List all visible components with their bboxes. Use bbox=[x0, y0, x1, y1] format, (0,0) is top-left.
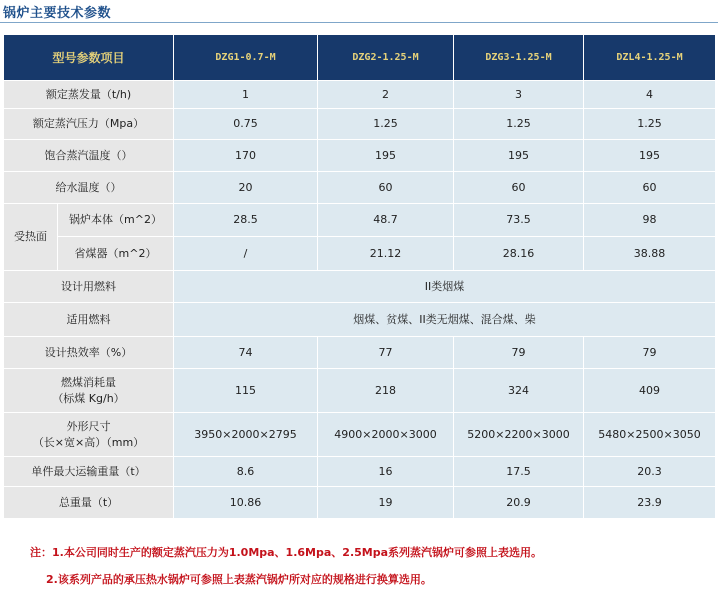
row-label: 设计用燃料 bbox=[4, 271, 174, 303]
row-label: 额定蒸汽压力（Mpa） bbox=[4, 109, 174, 140]
table-cell: 60 bbox=[318, 172, 454, 204]
table-cell: 60 bbox=[584, 172, 716, 204]
header-row bbox=[4, 35, 716, 81]
table-cell: / bbox=[174, 237, 318, 271]
merged-cell: II类烟煤 bbox=[174, 271, 716, 303]
row-label: 给水温度（） bbox=[4, 172, 174, 204]
table-row bbox=[4, 369, 716, 413]
table-cell: 60 bbox=[454, 172, 584, 204]
table-cell: 195 bbox=[318, 140, 454, 172]
table-cell: 21.12 bbox=[318, 237, 454, 271]
table-cell: 79 bbox=[584, 337, 716, 369]
header-param-item: 型号参数项目 bbox=[4, 35, 174, 81]
table-row bbox=[4, 140, 716, 172]
row-label: 单件最大运输重量（t） bbox=[4, 457, 174, 487]
table-cell: 38.88 bbox=[584, 237, 716, 271]
table-cell: 8.6 bbox=[174, 457, 318, 487]
table-cell: 20.3 bbox=[584, 457, 716, 487]
table-row bbox=[4, 109, 716, 140]
table-cell: 170 bbox=[174, 140, 318, 172]
page-title: 锅炉主要技术参数 bbox=[3, 6, 112, 21]
table-cell: 74 bbox=[174, 337, 318, 369]
header-model-4: DZL4-1.25-M bbox=[584, 35, 716, 81]
header-model-1: DZG1-0.7-M bbox=[174, 35, 318, 81]
table-cell: 1.25 bbox=[584, 109, 716, 140]
row-label: 适用燃料 bbox=[4, 303, 174, 337]
row-label: 设计热效率（%） bbox=[4, 337, 174, 369]
table-cell: 4900×2000×3000 bbox=[318, 413, 454, 457]
table-row bbox=[4, 172, 716, 204]
table-cell: 409 bbox=[584, 369, 716, 413]
merged-cell: 烟煤、贫煤、II类无烟煤、混合煤、柴 bbox=[174, 303, 716, 337]
header-model-3: DZG3-1.25-M bbox=[454, 35, 584, 81]
table-row bbox=[4, 413, 716, 457]
table-cell: 1 bbox=[174, 81, 318, 109]
row-label-line: 燃煤消耗量 bbox=[61, 375, 116, 389]
table-cell: 324 bbox=[454, 369, 584, 413]
row-label-line: （长×宽×高）（mm） bbox=[32, 435, 145, 449]
row-label-line: （标煤 Kg/h） bbox=[52, 391, 125, 405]
table-cell: 5480×2500×3050 bbox=[584, 413, 716, 457]
table-row bbox=[4, 337, 716, 369]
table-cell: 28.16 bbox=[454, 237, 584, 271]
row-label: 饱合蒸汽温度（） bbox=[4, 140, 174, 172]
heating-area-group-label: 受热面 bbox=[4, 204, 58, 271]
header-model-2: DZG2-1.25-M bbox=[318, 35, 454, 81]
row-label-line: 外形尺寸 bbox=[66, 419, 111, 433]
row-label: 省煤器（m^2） bbox=[58, 237, 174, 271]
table-row bbox=[4, 487, 716, 519]
table-cell: 115 bbox=[174, 369, 318, 413]
footnote-2: 2.该系列产品的承压热水锅炉可参照上表蒸汽锅炉所对应的规格进行换算选用。 bbox=[46, 573, 432, 586]
table-cell: 16 bbox=[318, 457, 454, 487]
row-label bbox=[4, 413, 174, 457]
row-label: 锅炉本体（m^2） bbox=[58, 204, 174, 237]
table-cell: 48.7 bbox=[318, 204, 454, 237]
table-cell: 10.86 bbox=[174, 487, 318, 519]
table-cell: 5200×2200×3000 bbox=[454, 413, 584, 457]
footnotes bbox=[30, 539, 542, 593]
row-label: 总重量（t） bbox=[4, 487, 174, 519]
table-cell: 1.25 bbox=[454, 109, 584, 140]
row-label: 额定蒸发量（t/h) bbox=[4, 81, 174, 109]
table-cell: 3 bbox=[454, 81, 584, 109]
table-cell: 79 bbox=[454, 337, 584, 369]
table-cell: 195 bbox=[584, 140, 716, 172]
row-label bbox=[4, 369, 174, 413]
table-cell: 28.5 bbox=[174, 204, 318, 237]
table-cell: 218 bbox=[318, 369, 454, 413]
table-cell: 23.9 bbox=[584, 487, 716, 519]
table-row bbox=[4, 81, 716, 109]
table-cell: 20 bbox=[174, 172, 318, 204]
table-row bbox=[4, 457, 716, 487]
table-cell: 4 bbox=[584, 81, 716, 109]
footnote-1: 注：1.本公司同时生产的额定蒸汽压力为1.0Mpa、1.6Mpa、2.5Mpa系列蒸汽锅炉可参照上表选用。 bbox=[30, 546, 543, 559]
table-row bbox=[4, 204, 716, 237]
table-row bbox=[4, 237, 716, 271]
table-cell: 0.75 bbox=[174, 109, 318, 140]
table-cell: 73.5 bbox=[454, 204, 584, 237]
table-cell: 98 bbox=[584, 204, 716, 237]
table-cell: 19 bbox=[318, 487, 454, 519]
table-cell: 17.5 bbox=[454, 457, 584, 487]
table-cell: 77 bbox=[318, 337, 454, 369]
table-row bbox=[4, 271, 716, 303]
table-row bbox=[4, 303, 716, 337]
table-cell: 20.9 bbox=[454, 487, 584, 519]
table-cell: 1.25 bbox=[318, 109, 454, 140]
boiler-spec-table bbox=[3, 34, 716, 519]
table-cell: 195 bbox=[454, 140, 584, 172]
table-cell: 2 bbox=[318, 81, 454, 109]
table-cell: 3950×2000×2795 bbox=[174, 413, 318, 457]
title-divider bbox=[0, 22, 718, 23]
